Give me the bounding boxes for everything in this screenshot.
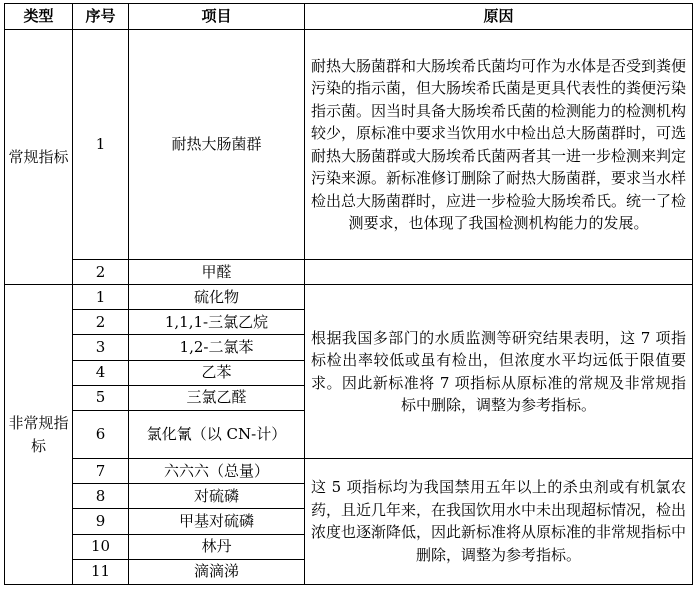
row-item: 对硫磷 (129, 484, 305, 509)
row-no: 9 (73, 509, 129, 534)
row-no: 2 (73, 260, 129, 285)
row-item: 六六六（总量） (129, 458, 305, 483)
header-item: 项目 (129, 4, 305, 30)
row-item: 三氯乙醛 (129, 385, 305, 410)
table-row (5, 30, 693, 260)
row-no: 3 (73, 335, 129, 360)
table-row (5, 285, 693, 310)
type-cell-nonroutine: 非常规指标 (5, 285, 73, 585)
row-item: 硫化物 (129, 285, 305, 310)
header-type: 类型 (5, 4, 73, 30)
row-no: 5 (73, 385, 129, 410)
row-no: 11 (73, 559, 129, 584)
row-no: 8 (73, 484, 129, 509)
row-no: 1 (73, 30, 129, 260)
reason-cell-empty (305, 260, 693, 285)
table-row (5, 260, 693, 285)
row-item: 甲醛 (129, 260, 305, 285)
row-item: 耐热大肠菌群 (129, 30, 305, 260)
table-row (5, 458, 693, 483)
reason-cell-five-items: 这 5 项指标均为我国禁用五年以上的杀虫剂或有机氯农药，且近几年来，在我国饮用水中未出现超标情况，检出浓度也逐渐降低，因此新标准将从原标准的非常规指标中删除，调整为参考指标。 (305, 458, 693, 584)
row-item: 氯化氰（以 CN-计） (129, 410, 305, 458)
row-item: 1,1,1-三氯乙烷 (129, 310, 305, 335)
row-no: 7 (73, 458, 129, 483)
header-reason: 原因 (305, 4, 693, 30)
row-item: 甲基对硫磷 (129, 509, 305, 534)
row-no: 4 (73, 360, 129, 385)
row-no: 2 (73, 310, 129, 335)
indicator-table (4, 3, 693, 585)
row-item: 林丹 (129, 534, 305, 559)
table-header-row (5, 4, 693, 30)
type-cell-routine: 常规指标 (5, 30, 73, 285)
row-no: 1 (73, 285, 129, 310)
row-item: 乙苯 (129, 360, 305, 385)
row-no: 6 (73, 410, 129, 458)
header-no: 序号 (73, 4, 129, 30)
reason-cell-routine: 耐热大肠菌群和大肠埃希氏菌均可作为水体是否受到粪便污染的指示菌，但大肠埃希氏菌是更具代表性的粪便污染指示菌。因当时具备大肠埃希氏菌的检测能力的检测机构较少，原标准中要求当饮用水中检出总大肠菌群时，可选耐热大肠菌群或大肠埃希氏菌两者其一进一步检测来判定污染来源。新标准修订删除了耐热大肠菌群，要求当水样检出总大肠菌群时，应进一步检验大肠埃希氏。统一了检测要求，也体现了我国检测机构能力的发展。 (305, 30, 693, 260)
row-no: 10 (73, 534, 129, 559)
reason-cell-seven-items: 根据我国多部门的水质监测等研究结果表明，这 7 项指标检出率较低或虽有检出，但浓度水平均远低于限值要求。因此新标准将 7 项指标从原标准的常规及非常规指标中删除，调整为参考指标。 (305, 285, 693, 459)
row-item: 滴滴涕 (129, 559, 305, 584)
row-item: 1,2-二氯苯 (129, 335, 305, 360)
